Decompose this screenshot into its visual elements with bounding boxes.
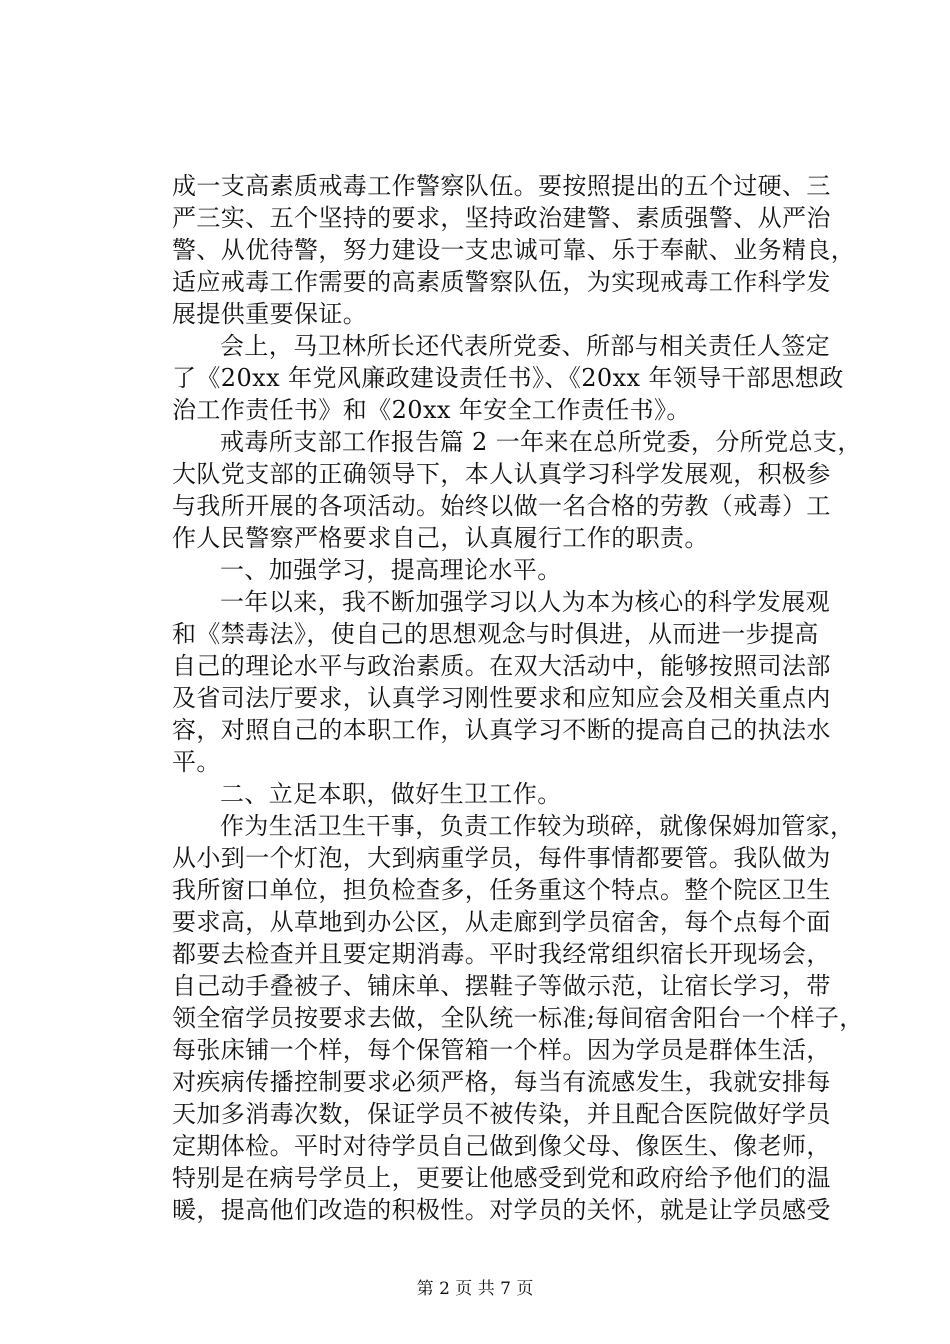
text-line: 一年以来，我不断加强学习以人为本为核心的科学发展观	[220, 588, 830, 616]
text-line: 每张床铺一个样，每个保管箱一个样。因为学员是群体生活，	[172, 1036, 831, 1064]
text-line: 与我所开展的各项活动。始终以做一名合格的劳教（戒毒）工	[172, 492, 831, 520]
text-line: 我所窗口单位，担负检查多，任务重这个特点。整个院区卫生	[172, 876, 831, 904]
text-line: 会上，马卫林所长还代表所党委、所部与相关责任人签定	[220, 332, 830, 360]
text-line: 戒毒所支部工作报告篇 2 一年来在总所党委，分所党总支，	[220, 428, 862, 456]
text-line: 定期体检。平时对待学员自己做到像父母、像医生、像老师，	[172, 1132, 831, 1160]
text-line: 和《禁毒法》，使自己的思想观念与时俱进，从而进一步提高	[172, 620, 819, 648]
text-line: 警、从优待警，努力建设一支忠诚可靠、乐于奉献、业务精良，	[172, 236, 856, 264]
text-line: 作人民警察严格要求自己，认真履行工作的职责。	[172, 524, 709, 552]
text-line: 暖，提高他们改造的积极性。对学员的关怀，就是让学员感受	[172, 1196, 831, 1224]
text-line: 天加多消毒次数，保证学员不被传染，并且配合医院做好学员	[172, 1100, 831, 1128]
text-line: 了《20xx 年党风廉政建设责任书》、《20xx 年领导干部思想政	[172, 364, 844, 392]
text-line: 平。	[172, 748, 221, 776]
text-line: 容，对照自己的本职工作，认真学习不断的提高自己的执法水	[172, 716, 831, 744]
text-line: 展提供重要保证。	[172, 300, 368, 328]
text-line: 及省司法厅要求，认真学习刚性要求和应知应会及相关重点内	[172, 684, 831, 712]
text-line: 领全宿学员按要求去做，全队统一标准;每间宿舍阳台一个样子，	[172, 1004, 864, 1032]
document-body	[172, 170, 864, 1226]
text-line: 作为生活卫生干事，负责工作较为琐碎，就像保姆加管家，	[220, 812, 855, 840]
text-line: 自己动手叠被子、铺床单、摆鞋子等做示范，让宿长学习，带	[172, 972, 831, 1000]
text-line: 从小到一个灯泡，大到病重学员，每件事情都要管。我队做为	[172, 844, 831, 872]
text-line: 自己的理论水平与政治素质。在双大活动中，能够按照司法部	[172, 652, 831, 680]
text-line: 治工作责任书》和《20xx 年安全工作责任书》。	[172, 396, 691, 424]
text-line: 适应戒毒工作需要的高素质警察队伍，为实现戒毒工作科学发	[172, 268, 831, 296]
text-line: 对疾病传播控制要求必须严格，每当有流感发生，我就安排每	[172, 1068, 831, 1096]
text-line: 特别是在病号学员上，更要让他感受到党和政府给予他们的温	[172, 1164, 831, 1192]
page-footer: 第 2 页 共 7 页	[416, 1279, 534, 1299]
text-line: 一、加强学习，提高理论水平。	[220, 556, 562, 584]
text-line: 要求高，从草地到办公区，从走廊到学员宿舍，每个点每个面	[172, 908, 831, 936]
text-line: 二、立足本职，做好生卫工作。	[220, 780, 562, 808]
text-line: 都要去检查并且要定期消毒。平时我经常组织宿长开现场会，	[172, 940, 831, 968]
text-line: 大队党支部的正确领导下，本人认真学习科学发展观，积极参	[172, 460, 831, 488]
text-line: 成一支高素质戒毒工作警察队伍。要按照提出的五个过硬、三	[172, 172, 831, 200]
text-line: 严三实、五个坚持的要求，坚持政治建警、素质强警、从严治	[172, 204, 831, 232]
